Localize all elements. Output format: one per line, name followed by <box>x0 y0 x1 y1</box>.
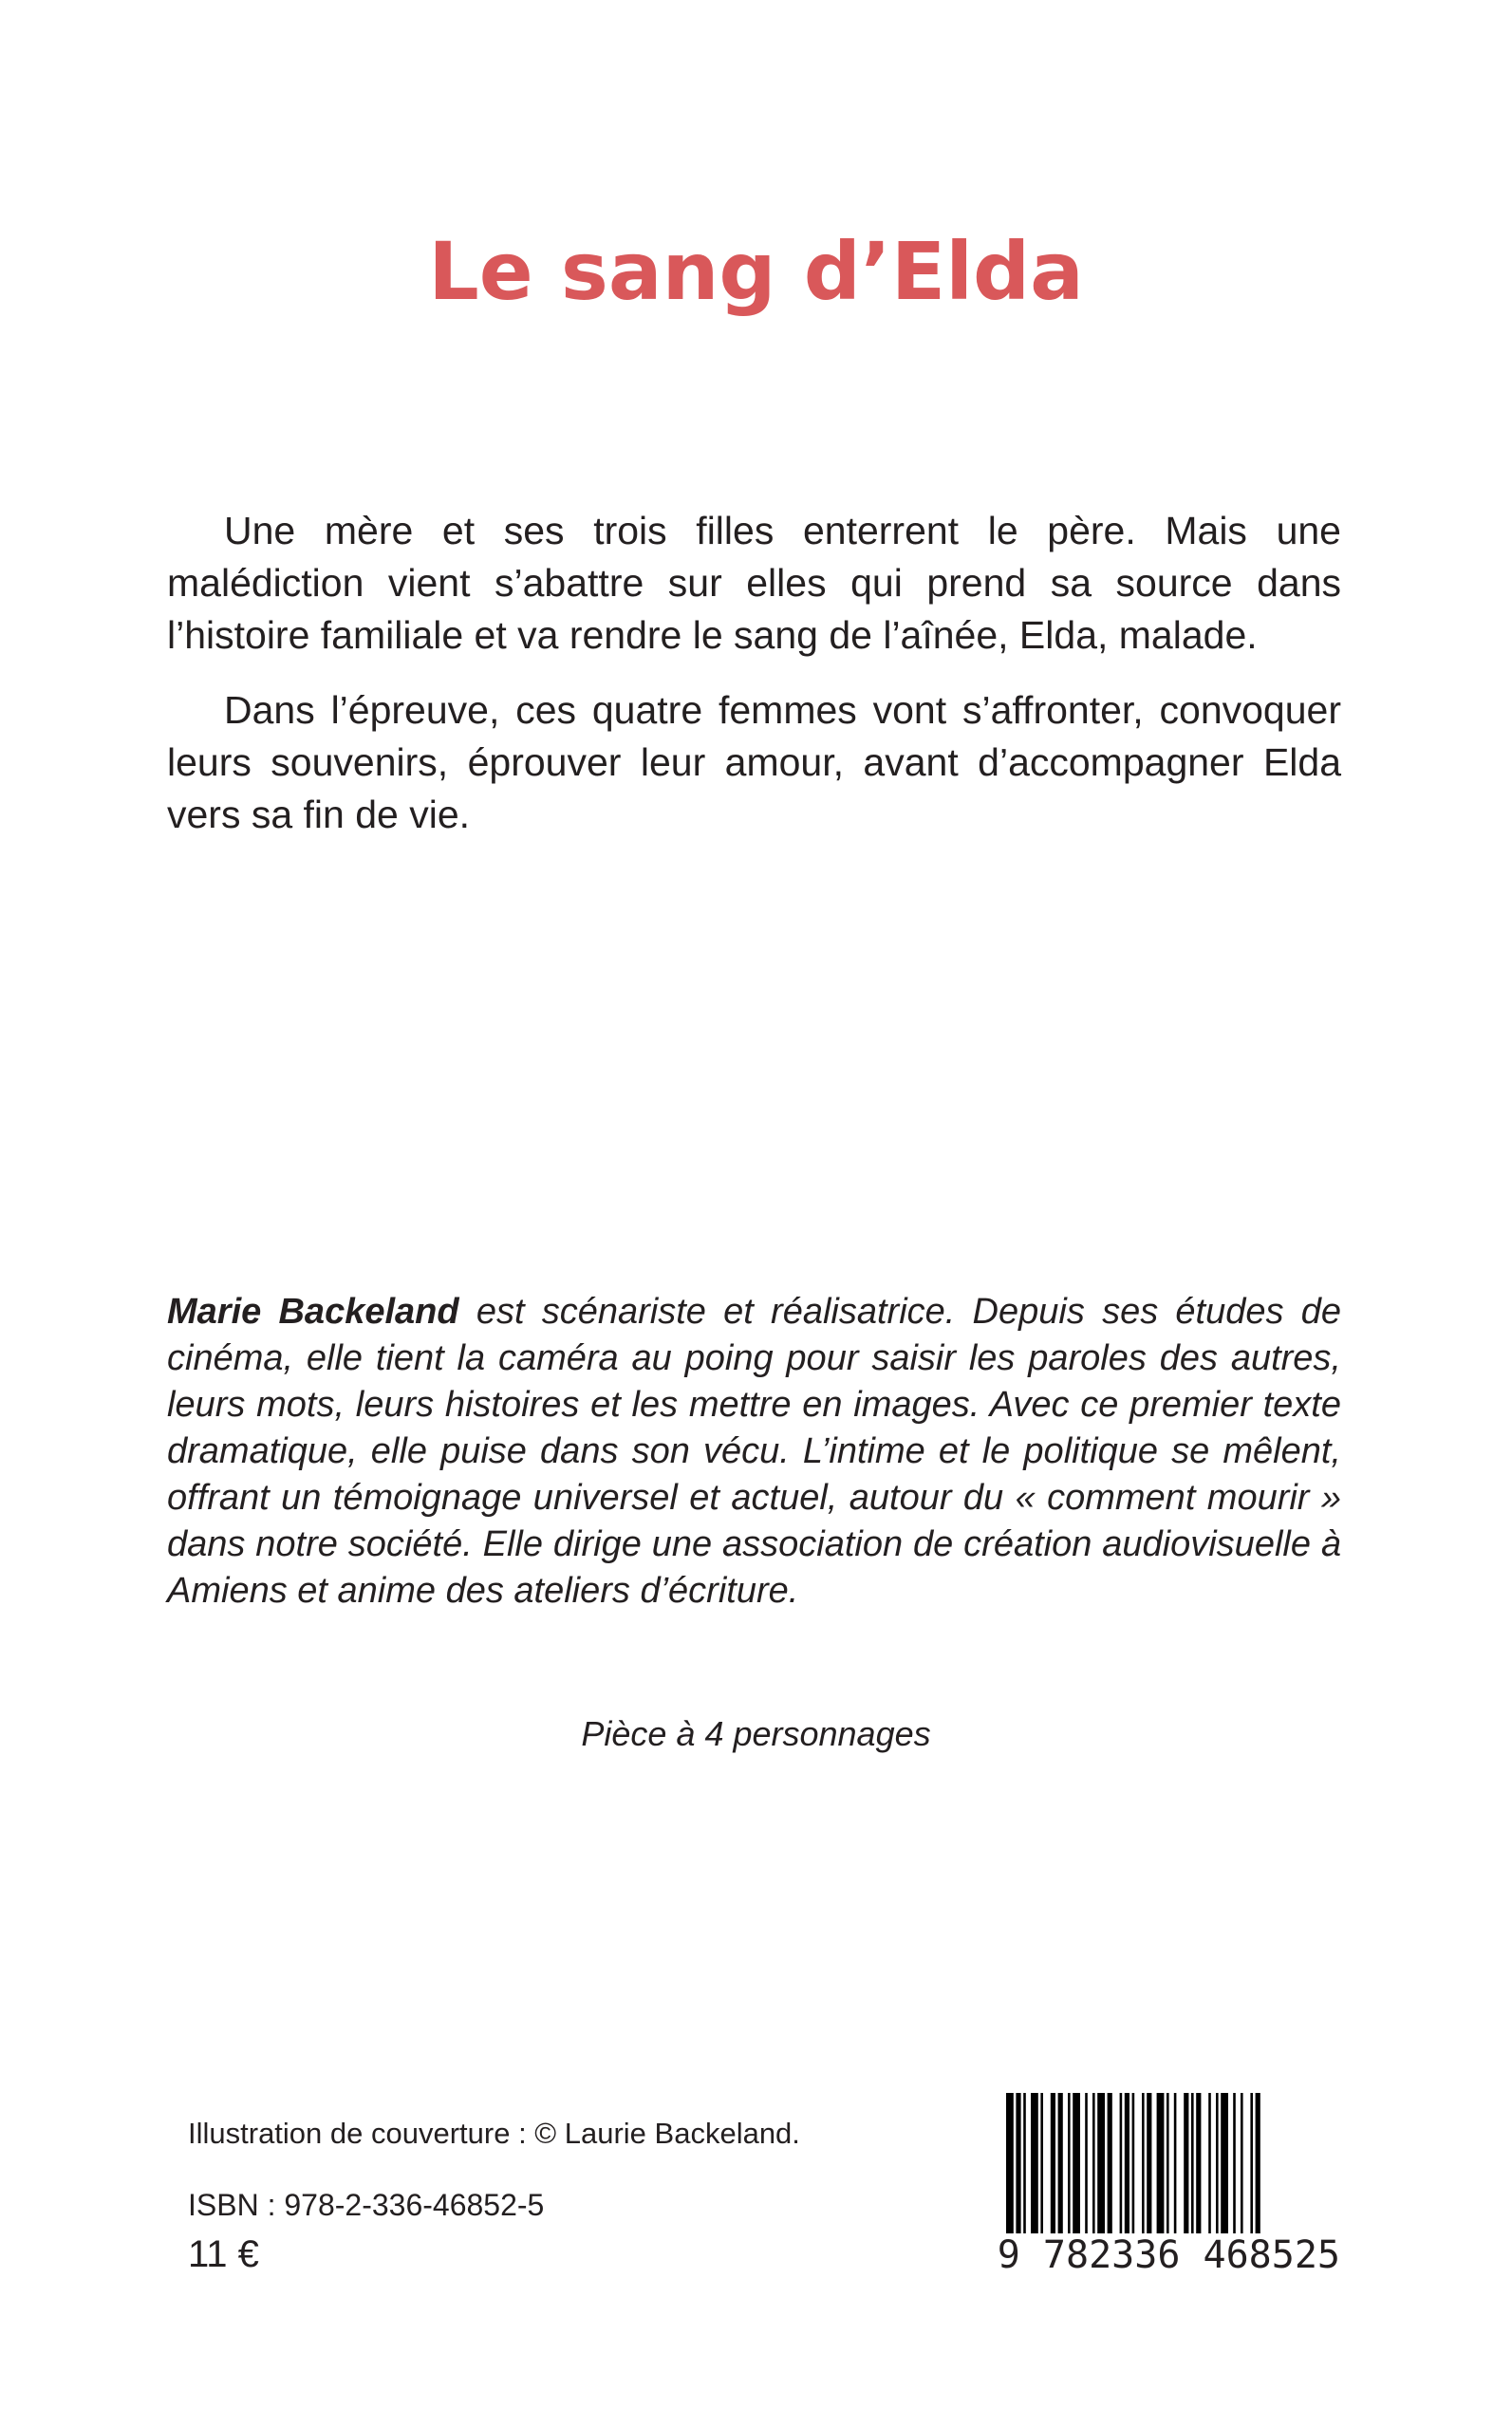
book-title: Le sang d’Elda <box>428 225 1084 319</box>
barcode-bar <box>1085 2093 1088 2235</box>
barcode-bars <box>1004 2093 1346 2235</box>
barcode-bar <box>1016 2093 1020 2235</box>
synopsis <box>167 505 1341 864</box>
barcode-bar <box>1191 2093 1194 2235</box>
barcode-bar <box>1023 2093 1026 2235</box>
synopsis-paragraph-2: Dans l’épreuve, ces quatre femmes vont s’affronter, convoquer leurs souvenirs, éprouver leur amour, avant d’accompagner Elda vers sa fin de vie. <box>167 688 1341 836</box>
barcode-bar <box>1208 2093 1211 2235</box>
synopsis-paragraph-1: Une mère et ses trois filles enterrent le père. Mais une malédiction vient s’abattre sur elles qui prend sa source dans l’histoire familiale et va rendre le sang de l’aînée, Elda, malade. <box>167 509 1341 657</box>
barcode-bar <box>1167 2093 1169 2235</box>
barcode-bar <box>1040 2093 1043 2235</box>
author-name: Marie Backeland <box>167 1292 459 1332</box>
author-bio-text: est scénariste et réalisatrice. Depuis ses études de cinéma, elle tient la caméra au poing pour saisir les paroles des autres, leurs mots, leurs histoires et les mettre en images. Avec ce premier texte dramatique, elle puise dans son vécu. L’intime et le politique se mêlent, offrant un témoignage universel et actuel, autour du « comment mourir » dans notre société. Elle dirige une association de création audiovisuelle à Amiens et anime des ateliers d’écriture. <box>167 1292 1341 1611</box>
barcode-bar <box>1006 2093 1014 2235</box>
barcode-bar <box>1108 2093 1112 2235</box>
barcode-bar <box>1233 2093 1236 2235</box>
barcode-bar <box>1073 2093 1080 2235</box>
price: 11 € <box>188 2233 259 2275</box>
barcode-bar <box>1058 2093 1063 2235</box>
barcode-bar <box>1051 2093 1055 2235</box>
barcode-bar <box>1250 2093 1253 2235</box>
barcode-bar <box>1184 2093 1188 2235</box>
barcode-bar <box>1256 2093 1260 2235</box>
barcode-bar <box>1097 2093 1105 2235</box>
barcode-bar <box>1157 2093 1165 2235</box>
barcode-bar <box>1068 2093 1071 2235</box>
barcode-bar <box>1031 2093 1038 2235</box>
barcode-bar <box>1120 2093 1123 2235</box>
barcode-bar <box>1132 2093 1135 2235</box>
barcode-bar <box>1221 2093 1228 2235</box>
barcode-bar <box>1174 2093 1177 2235</box>
barcode-bar <box>1216 2093 1219 2235</box>
barcode-bar <box>1241 2093 1243 2235</box>
illustration-credit: Illustration de couverture : © Laurie Backeland. <box>188 2117 800 2150</box>
author-bio <box>167 1289 1341 1615</box>
barcode-digits: 9 782336 468525 <box>993 2233 1340 2277</box>
barcode-bar <box>1142 2093 1145 2235</box>
barcode-bar <box>1196 2093 1201 2235</box>
barcode-bar <box>1147 2093 1151 2235</box>
barcode <box>1004 2093 1346 2311</box>
barcode-bar <box>1092 2093 1095 2235</box>
barcode-bar <box>1125 2093 1129 2235</box>
isbn: ISBN : 978-2-336-46852-5 <box>188 2188 545 2222</box>
cast-note: Pièce à 4 personnages <box>581 1714 931 1753</box>
